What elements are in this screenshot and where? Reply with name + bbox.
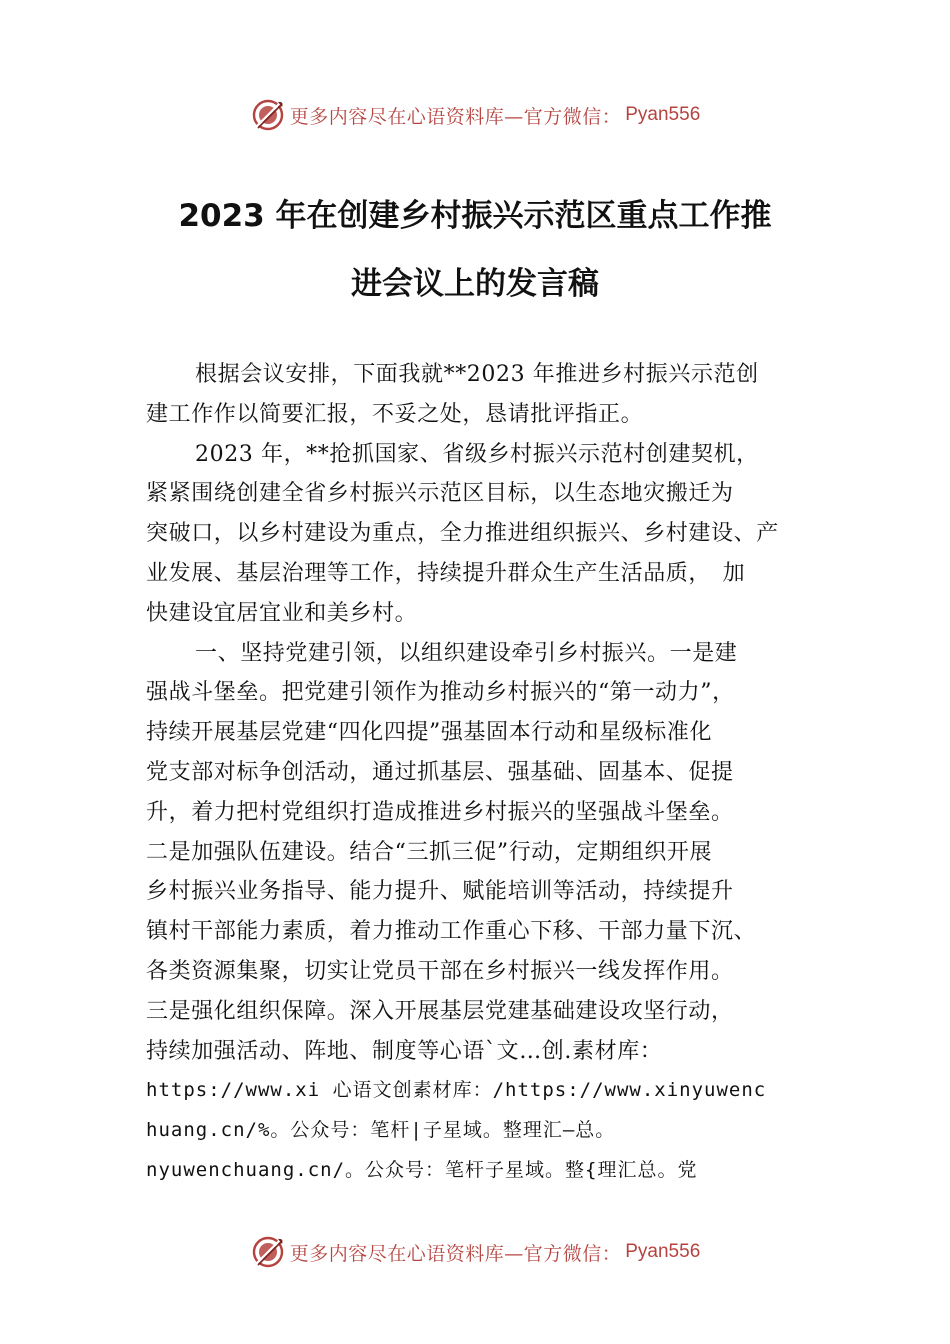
footer-watermark-banner xyxy=(0,1232,950,1272)
body-line: 持续加强活动、阵地、制度等心语`文…创.素材库： xyxy=(146,1038,663,1064)
quill-seal-logo-icon xyxy=(250,1234,286,1270)
footer-banner-text: 更多内容尽在心语资料库—官方微信： xyxy=(289,1242,622,1265)
document-body xyxy=(146,355,826,1191)
document-title-line-1: 2023 年在创建乡村振兴示范区重点工作推 xyxy=(178,198,772,234)
body-line: 持续开展基层党建“四化四提”强基固本行动和星级标准化 xyxy=(146,720,713,746)
body-line: 各类资源集聚，切实让党员干部在乡村振兴一线发挥作用。 xyxy=(146,958,734,984)
body-line: 三是强化组织保障。深入开展基层党建基础建设攻坚行动， xyxy=(146,998,734,1024)
body-line: 突破口，以乡村建设为重点，全力推进组织振兴、乡村建设、产 xyxy=(146,521,779,547)
body-line-url: https://www.xi 心语文创素材库：/https://www.xinyuwenc xyxy=(146,1079,767,1102)
header-wechat-id: Pyan556 xyxy=(625,104,701,125)
body-line-url: nyuwenchuang.cn/。公众号：笔杆子星域。整{理汇总。党 xyxy=(146,1158,698,1181)
body-line: 2023 年，**抢抓国家、省级乡村振兴示范村创建契机， xyxy=(195,441,759,467)
body-line-url: huang.cn/%。公众号：笔杆|子星域。整理汇—总。 xyxy=(146,1119,616,1142)
body-line: 业发展、基层治理等工作，持续提升群众生产生活品质， 加 xyxy=(146,560,746,586)
body-line: 乡村振兴业务指导、能力提升、赋能培训等活动，持续提升 xyxy=(146,879,734,905)
header-watermark-banner xyxy=(0,95,950,135)
body-line: 镇村干部能力素质，着力推动工作重心下移、干部力量下沉、 xyxy=(146,919,757,945)
quill-seal-logo-icon xyxy=(250,97,286,133)
body-line: 党支部对标争创活动，通过抓基层、强基础、固基本、促提 xyxy=(146,759,734,785)
body-line: 一、坚持党建引领，以组织建设牵引乡村振兴。一是建 xyxy=(195,640,738,666)
body-line: 根据会议安排，下面我就**2023 年推进乡村振兴示范创 xyxy=(195,362,759,387)
body-line: 强战斗堡垒。把党建引领作为推动乡村振兴的“第一动力”， xyxy=(146,680,735,706)
document-title-line-2: 进会议上的发言稿 xyxy=(351,266,599,302)
body-line: 快建设宜居宜业和美乡村。 xyxy=(146,600,418,626)
footer-wechat-id: Pyan556 xyxy=(625,1241,701,1262)
body-line: 二是加强队伍建设。结合“三抓三促”行动，定期组织开展 xyxy=(146,839,713,865)
body-line: 升，着力把村党组织打造成推进乡村振兴的坚强战斗堡垒。 xyxy=(146,799,734,825)
body-line: 紧紧围绕创建全省乡村振兴示范区目标，以生态地灾搬迁为 xyxy=(146,481,734,507)
header-banner-text: 更多内容尽在心语资料库—官方微信： xyxy=(289,105,622,128)
body-line: 建工作作以简要汇报，不妥之处，恳请批评指正。 xyxy=(146,401,644,427)
